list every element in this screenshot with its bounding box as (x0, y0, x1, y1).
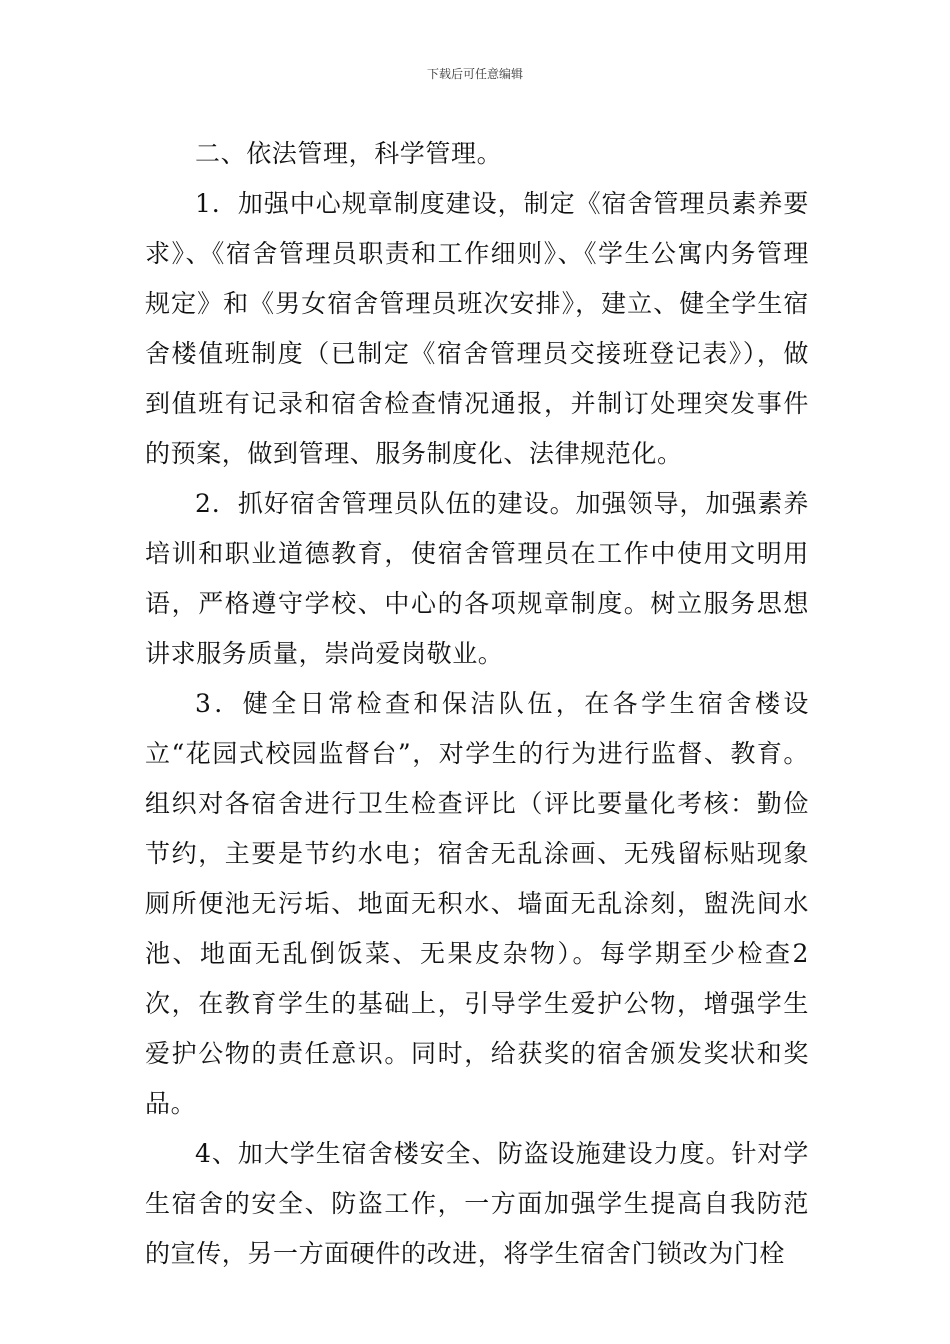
paragraph-2: 2．抓好宿舍管理员队伍的建设。加强领导，加强素养培训和职业道德教育，使宿舍管理员在工作中使用文明用语，严格遵守学校、中心的各项规章制度。树立服务思想讲求服务质量，崇尚爱岗敬业。 (145, 489, 809, 668)
paragraph-1: 1．加强中心规章制度建设，制定《宿舍管理员素养要求》、《宿舍管理员职责和工作细则》、《学生公寓内务管理规定》和《男女宿舍管理员班次安排》，建立、健全学生宿舍楼值班制度（已制定《宿舍管理员交接班登记表》），做到值班有记录和宿舍检查情况通报，并制订处理突发事件的预案，做到管理、服务制度化、法律规范化。 (145, 189, 809, 468)
page-header-note: 下载后可任意编辑 (426, 67, 523, 81)
paragraph-4: 4、加大学生宿舍楼安全、防盗设施建设力度。针对学生宿舍的安全、防盗工作，一方面加强学生提高自我防范的宣传，另一方面硬件的改进，将学生宿舍门锁改为门栓 (145, 1139, 809, 1268)
section-heading: 二、依法管理，科学管理。 (195, 139, 503, 168)
paragraph-3: 3．健全日常检查和保洁队伍，在各学生宿舍楼设立“花园式校园监督台”，对学生的行为进行监督、教育。组织对各宿舍进行卫生检查评比（评比要量化考核：勤俭节约，主要是节约水电；宿舍无乱涂画、无残留标贴现象厕所便池无污垢、地面无积水、墙面无乱涂刻，盥洗间水池、地面无乱倒饭菜、无果皮杂物）。每学期至少检查2次，在教育学生的基础上，引导学生爱护公物，增强学生爱护公物的责任意识。同时，给获奖的宿舍颁发奖状和奖品。 (145, 689, 809, 1118)
document-body (145, 129, 809, 1279)
